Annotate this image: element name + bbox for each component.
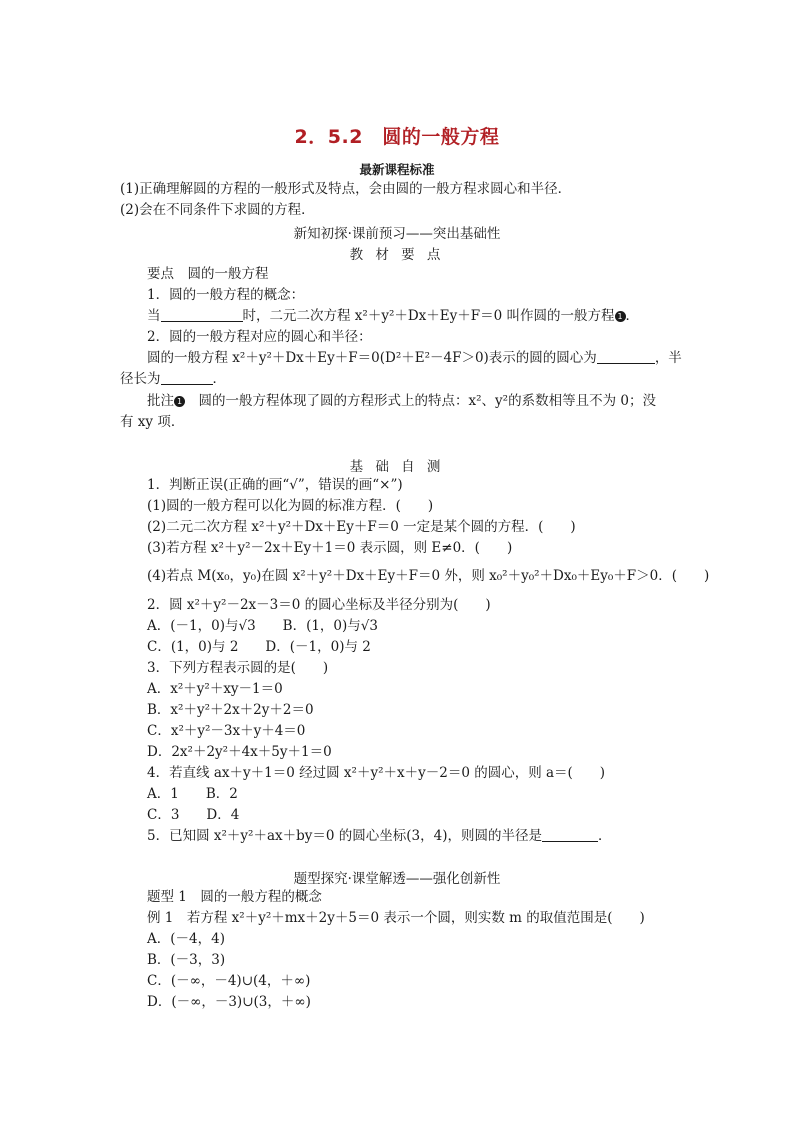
- radius-fill-pre: 径长为: [120, 371, 161, 387]
- option-line: C．3 D．4: [147, 807, 240, 823]
- option-line: A．(－4，4): [147, 931, 225, 947]
- concept-fill-end: ．: [625, 308, 640, 324]
- radius-question-pre: 5．已知圆 x²＋y²＋ax＋by＝0 的圆心坐标(3，4)，则圆的半径是: [147, 828, 542, 844]
- answer-blank[interactable]: [161, 370, 213, 385]
- concept-fill-pre: 当: [147, 308, 161, 324]
- annotation-line-2: 有 xy 项．: [120, 414, 185, 430]
- section-heading-preview: 新知初探·课前预习——突出基础性: [293, 226, 501, 242]
- self-test-line: (3)若方程 x²＋y²－2x＋Ey＋1＝0 表示圆，则 E≠0．( ): [147, 540, 513, 556]
- note-label: 批注: [147, 393, 174, 409]
- radius-fill-line: [120, 370, 226, 388]
- question-type-title: 题型 1 圆的一般方程的概念: [147, 889, 322, 905]
- option-line: A．(－1，0)与√3 B．(1，0)与√3: [147, 618, 378, 634]
- option-line: D．2x²＋2y²＋4x＋5y＋1＝0: [147, 744, 332, 760]
- option-line: B．(－3，3): [147, 952, 226, 968]
- option-line: B．x²＋y²＋2x＋2y＋2＝0: [147, 702, 314, 718]
- section-heading-class: 题型探究·课堂解透——强化创新性: [293, 871, 501, 887]
- standard-item-2: (2)会在不同条件下求圆的方程．: [120, 202, 315, 218]
- material-points-heading: 教 材 要 点: [349, 247, 445, 263]
- center-fill-post: ，半: [654, 350, 682, 366]
- self-test-line: 4．若直线 ax＋y＋1＝0 经过圆 x²＋y²＋x＋y－2＝0 的圆心，则 a＝( ): [147, 765, 606, 781]
- self-test-line: 1．判断正误(正确的画“√”，错误的画“×”): [147, 477, 403, 493]
- point-title: 要点 圆的一般方程: [147, 266, 269, 282]
- note-marker-icon: 1: [174, 396, 185, 407]
- example-question: 例 1 若方程 x²＋y²＋mx＋2y＋5＝0 表示一个圆，则实数 m 的取值范围是( ): [147, 910, 645, 926]
- page-title: 2．5.2 圆的一般方程: [294, 126, 500, 148]
- concept-question: 1．圆的一般方程的概念：: [147, 287, 305, 303]
- answer-blank[interactable]: [161, 307, 243, 322]
- annotation-line-1: [147, 392, 656, 410]
- self-test-line: 2．圆 x²＋y²－2x－3＝0 的圆心坐标及半径分别为( ): [147, 597, 491, 613]
- radius-question-post: ．: [597, 828, 612, 844]
- center-fill-pre: 圆的一般方程 x²＋y²＋Dx＋Ey＋F＝0(D²＋E²－4F＞0)表示的圆的圆心为: [147, 350, 597, 366]
- standards-heading: 最新课程标准: [359, 162, 435, 177]
- option-line: A．x²＋y²＋xy－1＝0: [147, 681, 283, 697]
- option-line: C．(－∞，－4)∪(4，＋∞): [147, 973, 311, 989]
- radius-fill-post: ．: [212, 371, 226, 387]
- radius-question-line: [147, 827, 611, 845]
- option-line: A．1 B．2: [147, 786, 238, 802]
- self-test-line: 3．下列方程表示圆的是( ): [147, 660, 329, 676]
- concept-fill-line: [147, 307, 639, 325]
- option-line: C．x²＋y²－3x＋y＋4＝0: [147, 723, 306, 739]
- note-marker-icon: 1: [615, 311, 626, 322]
- self-test-line: (4)若点 M(x₀，y₀)在圆 x²＋y²＋Dx＋Ey＋F＝0 外，则 x₀²＋y₀²＋Dx₀＋Ey₀＋F＞0．( ): [147, 568, 710, 584]
- note-text: 圆的一般方程体现了圆的方程形式上的特点：x²、y²的系数相等且不为 0；没: [185, 393, 656, 409]
- standard-item-1: (1)正确理解圆的方程的一般形式及特点，会由圆的一般方程求圆心和半径．: [120, 181, 572, 197]
- option-line: D．(－∞，－3)∪(3，＋∞): [147, 994, 311, 1010]
- center-radius-question: 2．圆的一般方程对应的圆心和半径：: [147, 329, 372, 345]
- self-test-line: (2)二元二次方程 x²＋y²＋Dx＋Ey＋F＝0 一定是某个圆的方程．( ): [147, 519, 576, 535]
- answer-blank[interactable]: [597, 349, 655, 364]
- concept-fill-post: 时，二元二次方程 x²＋y²＋Dx＋Ey＋F＝0 叫作圆的一般方程: [242, 308, 615, 324]
- option-line: C．(1，0)与 2 D．(－1，0)与 2: [147, 639, 371, 655]
- self-test-line: (1)圆的一般方程可以化为圆的标准方程．( ): [147, 498, 434, 514]
- self-test-heading: 基 础 自 测: [349, 459, 445, 475]
- answer-blank[interactable]: [542, 827, 598, 842]
- center-fill-line: [147, 349, 682, 367]
